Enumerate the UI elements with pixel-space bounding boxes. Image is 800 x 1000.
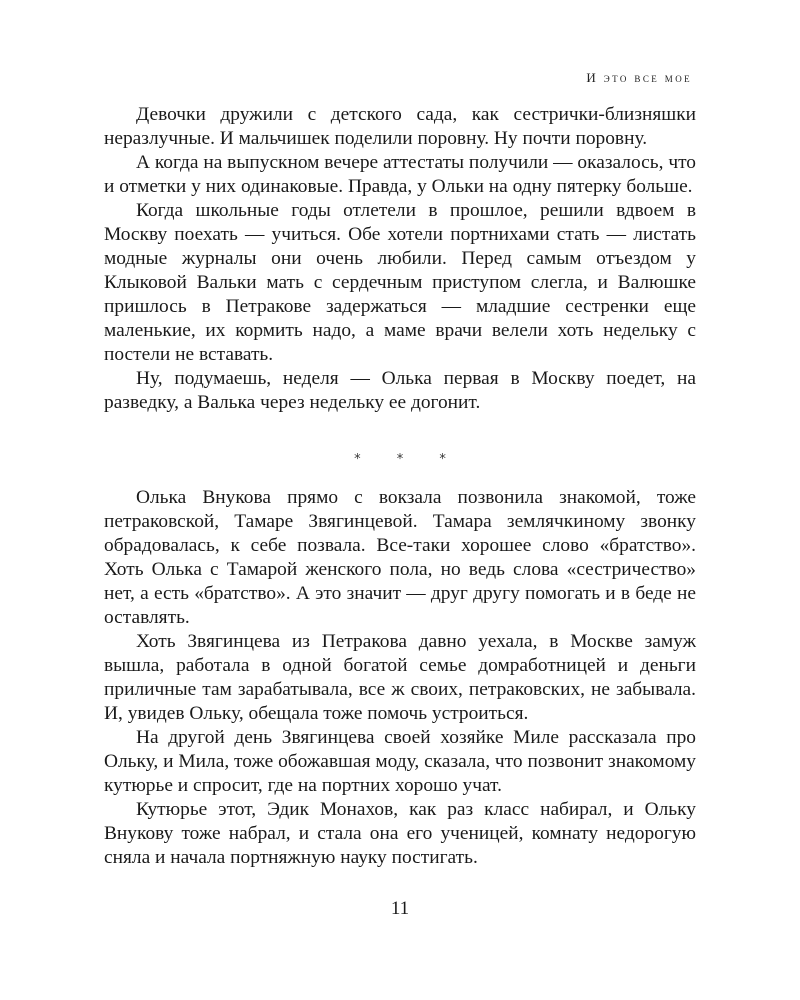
paragraph: Ну, подумаешь, неделя — Олька первая в Москву поедет, на разведку, а Валька через недельку ее догонит.: [104, 368, 696, 413]
paragraph: На другой день Звягинцева своей хозяйке Миле рассказала про Ольку, и Мила, тоже обожавшая моду, сказала, что позвонит знакомому кутюрье и спросит, где на портних хорошо учат.: [104, 727, 696, 796]
paragraph: Олька Внукова прямо с вокзала позвонила знакомой, тоже петраковской, Тамаре Звягинцевой. Тамара землячкиному звонку обрадовалась, к себе позвала. Все-таки хорошее слово «братство». Хоть Олька с Тамарой женского пола, но ведь слова «сестричество» нет, а есть «братство». А это значит — друг другу помогать и в беде не оставлять.: [104, 487, 696, 628]
page-number: 11: [390, 898, 410, 919]
running-head: И это все мое: [586, 70, 692, 85]
paragraph: Кутюрье этот, Эдик Монахов, как раз класс набирал, и Ольку Внукову тоже набрал, и стала она его ученицей, комнату недорогую сняла и начала портняжную науку постигать.: [104, 799, 696, 868]
text-section-2: [104, 486, 696, 870]
paragraph: Девочки дружили с детского сада, как сестрички-близняшки неразлучные. И мальчишек поделили поровну. Ну почти поровну.: [104, 104, 696, 149]
paragraph: Когда школьные годы отлетели в прошлое, решили вдвоем в Москву поехать — учиться. Обе хотели портнихами стать — листать модные журналы они очень любили. Перед самым отъездом у Клыковой Вальки мать с сердечным приступом слегла, и Валюшке пришлось в Петракове задержаться — младшие сестренки еще маленькие, их кормить надо, а маме врачи велели хоть недельку с постели не вставать.: [104, 200, 696, 365]
text-section-1: [104, 103, 696, 415]
paragraph: А когда на выпускном вечере аттестаты получили — оказалось, что и отметки у них одинаковые. Правда, у Ольки на одну пятерку больше.: [104, 152, 696, 197]
section-separator: * * *: [354, 452, 462, 467]
paragraph: Хоть Звягинцева из Петракова давно уехала, в Москве замуж вышла, работала в одной богатой семье домработницей и деньги приличные там зарабатывала, все ж своих, петраковских, не забывала. И, увидев Ольку, обещала тоже помочь устроиться.: [104, 631, 696, 724]
